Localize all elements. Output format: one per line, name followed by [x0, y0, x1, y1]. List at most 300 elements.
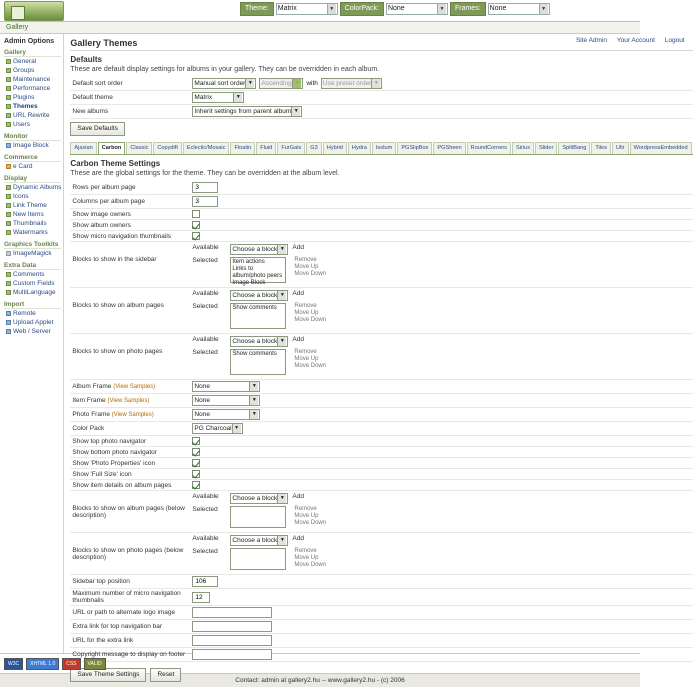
- chevron-down-icon: ▼: [277, 536, 286, 545]
- tab-siriux[interactable]: Siriux: [512, 142, 534, 154]
- gallery-logo: [4, 1, 64, 21]
- icons-icon: [6, 194, 11, 199]
- chevron-down-icon: ▼: [291, 107, 300, 116]
- sidebar-item-label: Image Block: [13, 141, 49, 149]
- sidebar-item-label: ImageMagick: [13, 249, 52, 257]
- chevron-down-icon: ▼: [292, 79, 301, 88]
- sidebar-item-label: Custom Fields: [13, 279, 55, 287]
- available-label: Available: [192, 493, 219, 500]
- show-bottom-photo-navigator-label: Show bottom photo navigator: [72, 448, 157, 456]
- link-logout[interactable]: Logout: [664, 37, 685, 44]
- available-value: Choose a block: [232, 246, 278, 253]
- sidebar-item-icons[interactable]: [4, 192, 61, 201]
- default-sort-order-select[interactable]: [192, 78, 256, 89]
- selected-label: Selected: [192, 303, 218, 310]
- blocks-photo-available-select[interactable]: [230, 336, 288, 347]
- move-down-button[interactable]: Move Down: [294, 520, 327, 526]
- show-full-size-icon-label: Show 'Full Size' icon: [72, 470, 132, 478]
- show-image-owners-checkbox[interactable]: [192, 210, 200, 218]
- show-micro-nav-checkbox[interactable]: [192, 232, 200, 240]
- reset-button[interactable]: Reset: [150, 668, 181, 682]
- color-pack-select[interactable]: [192, 423, 242, 434]
- chevron-down-icon: ▼: [277, 494, 286, 503]
- sidebar-group-graphics-toolkits: Graphics Toolkits: [4, 241, 61, 249]
- extra-link-url-label: URL for the extra link: [72, 637, 134, 644]
- move-up-button[interactable]: Move Up: [294, 310, 319, 316]
- chevron-down-icon: ▼: [249, 382, 258, 391]
- default-theme-select[interactable]: [192, 92, 244, 103]
- gear-icon: [6, 59, 11, 64]
- tab-ultr[interactable]: Ultr: [612, 142, 629, 154]
- colorpack-selector-label: ColorPack:: [340, 2, 384, 16]
- show-album-owners-checkbox[interactable]: [192, 221, 200, 229]
- sidebar-item-label: Themes: [13, 102, 38, 110]
- web-icon: [6, 329, 11, 334]
- link-site-admin[interactable]: Site Admin: [575, 37, 608, 44]
- blocks-sidebar-add-button[interactable]: Add: [292, 244, 304, 251]
- tab-slider[interactable]: Slider: [535, 142, 557, 154]
- max-micro-thumbs-label: Maximum number of micro navigation thumbnails: [72, 590, 181, 604]
- new-albums-row: [70, 105, 692, 119]
- default-sort-order-row: [70, 77, 692, 91]
- sidebar-item-label: Watermarks: [13, 228, 48, 236]
- copyright-message-row: [70, 648, 692, 662]
- link-theme-icon: [6, 203, 11, 208]
- blocks-album-actions: [290, 303, 326, 324]
- blocks-album-pages-label: Blocks to show on album pages: [72, 302, 164, 309]
- album-frame-row: [70, 380, 692, 394]
- defaults-description: These are default display settings for albums in your gallery. They can be overridden in each album.: [70, 66, 380, 73]
- max-micro-thumbs-row: [70, 589, 692, 606]
- sidebar-item-label: Upload Applet: [13, 318, 54, 326]
- user-icon: [6, 122, 11, 127]
- remove-button[interactable]: Remove: [294, 303, 317, 309]
- chevron-down-icon: ▼: [277, 245, 286, 254]
- show-micro-nav-row: [70, 231, 692, 242]
- extra-link-url-row: [70, 634, 692, 648]
- colorpack-selector[interactable]: [386, 3, 448, 15]
- photo-frame-view-samples-link[interactable]: (View Samples): [111, 412, 154, 418]
- tab-g3[interactable]: G3: [306, 142, 321, 154]
- rows-per-page-row: [70, 181, 692, 195]
- list-item[interactable]: Show comments: [232, 351, 277, 357]
- link-your-account[interactable]: Your Account: [616, 37, 655, 44]
- item-frame-view-samples-link[interactable]: (View Samples): [107, 398, 150, 404]
- sidebar-item-ecard[interactable]: [4, 162, 61, 171]
- album-icon: [6, 185, 11, 190]
- alt-logo-url-row: [70, 606, 692, 620]
- alt-logo-url-input[interactable]: [192, 607, 272, 618]
- item-frame-value: None: [194, 397, 210, 404]
- item-frame-row: [70, 394, 692, 408]
- tab-isolum[interactable]: Isolum: [372, 142, 396, 154]
- sidebar-item-label: Remote: [13, 309, 36, 317]
- show-image-owners-row: [70, 209, 692, 220]
- field-icon: [6, 281, 11, 286]
- item-frame-label: [70, 397, 192, 404]
- show-photo-properties-icon-label: Show 'Photo Properties' icon: [72, 459, 156, 467]
- move-up-button[interactable]: Move Up: [294, 264, 319, 270]
- sidebar-item-comments[interactable]: [4, 270, 61, 279]
- move-down-button[interactable]: Move Down: [294, 562, 327, 568]
- selected-label: Selected: [192, 506, 218, 513]
- sidebar-item-maintenance[interactable]: [4, 75, 61, 84]
- blocks-photo-pages-label: Blocks to show on photo pages: [72, 348, 163, 355]
- sidebar-item-remote[interactable]: [4, 309, 61, 318]
- blocks-album-available-select[interactable]: [230, 290, 288, 301]
- image-icon: [6, 143, 11, 148]
- new-albums-value: Inherit settings from parent album: [194, 108, 292, 115]
- sidebar: [0, 34, 64, 653]
- chevron-down-icon: ▼: [327, 4, 336, 14]
- alt-logo-url-label: URL or path to alternate logo image: [72, 609, 176, 616]
- sidebar-item-multilanguage[interactable]: [4, 288, 61, 297]
- album-frame-select[interactable]: [192, 381, 260, 392]
- sidebar-item-label: URL Rewrite: [13, 111, 50, 119]
- top-theme-controls: [240, 2, 550, 16]
- tab-roundcorners[interactable]: RoundCorners: [467, 142, 511, 154]
- sort-with-label: with: [306, 80, 318, 87]
- w3c-badge[interactable]: W3C: [4, 658, 23, 670]
- sidebar-item-image-block[interactable]: [4, 141, 61, 150]
- blocks-album-below-add-button[interactable]: Add: [292, 493, 304, 500]
- new-albums-select[interactable]: [192, 106, 302, 117]
- sidebar-title: Admin Options: [4, 38, 55, 45]
- sidebar-item-custom-fields[interactable]: [4, 279, 61, 288]
- photo-frame-label: [70, 411, 192, 418]
- sidebar-item-users[interactable]: [4, 120, 61, 129]
- remote-icon: [6, 311, 11, 316]
- sidebar-item-label: Groups: [13, 66, 35, 74]
- available-value: Choose a block: [232, 495, 278, 502]
- columns-per-page-label: Columns per album page: [72, 198, 146, 205]
- default-theme-value: Matrix: [194, 94, 213, 101]
- blocks-album-below-available-select[interactable]: [230, 493, 288, 504]
- blocks-album-add-button[interactable]: Add: [292, 290, 304, 297]
- blocks-photo-add-button[interactable]: Add: [292, 336, 304, 343]
- frames-selector-value: None: [489, 5, 507, 12]
- sidebar-item-label: Comments: [13, 270, 45, 278]
- max-micro-thumbs-input[interactable]: [192, 592, 210, 603]
- watermark-icon: [6, 230, 11, 235]
- blocks-album-below-selected-list[interactable]: [230, 506, 286, 528]
- blocks-photo-below-selected-list[interactable]: [230, 548, 286, 570]
- show-bottom-photo-navigator-checkbox[interactable]: [192, 448, 200, 456]
- sidebar-item-new-items[interactable]: [4, 210, 61, 219]
- chevron-down-icon: ▼: [245, 79, 254, 88]
- remove-button[interactable]: Remove: [294, 506, 317, 512]
- available-label: Available: [192, 535, 219, 542]
- colorpack-selector-value: None: [387, 5, 405, 12]
- show-top-photo-navigator-checkbox[interactable]: [192, 437, 200, 445]
- sort-preset-select[interactable]: [321, 78, 382, 89]
- rows-per-page-label: Rows per album page: [72, 184, 136, 191]
- chevron-down-icon: ▼: [232, 424, 241, 433]
- tab-floatin[interactable]: Floatin: [230, 142, 255, 154]
- tab-ajaxian[interactable]: Ajaxian: [70, 142, 96, 154]
- link-icon: [6, 113, 11, 118]
- card-icon: [6, 164, 11, 169]
- sidebar-item-label: New Items: [13, 210, 44, 218]
- list-item[interactable]: Show comments: [232, 305, 277, 311]
- tab-eclectic-mosaic[interactable]: Eclectic/Mosaic: [183, 142, 230, 154]
- blocks-sidebar-actions: [290, 257, 326, 278]
- copyright-message-input[interactable]: [192, 649, 272, 660]
- sidebar-group-extra-data: Extra Data: [4, 262, 61, 270]
- breadcrumb-gallery[interactable]: Gallery: [6, 24, 29, 31]
- item-frame-select[interactable]: [192, 395, 260, 406]
- sidebar-group-import: Import: [4, 301, 61, 309]
- sidebar-group-display: Display: [4, 175, 61, 183]
- sidebar-item-performance[interactable]: [4, 84, 61, 93]
- album-frame-view-samples-link[interactable]: (View Samples): [113, 384, 156, 390]
- show-full-size-icon-row: [70, 469, 692, 480]
- show-top-photo-navigator-row: [70, 436, 692, 447]
- applet-icon: [6, 320, 11, 325]
- blocks-sidebar-selected-list[interactable]: [230, 257, 286, 286]
- blocks-album-below-actions: [290, 506, 326, 527]
- blocks-sidebar-label: Blocks to show in the sidebar: [72, 256, 157, 263]
- page-title: Gallery Themes: [70, 38, 692, 51]
- extra-nav-link-row: [70, 620, 692, 634]
- show-micro-nav-label: Show micro navigation thumbnails: [72, 232, 172, 240]
- sidebar-item-plugins[interactable]: [4, 93, 61, 102]
- sidebar-item-upload-applet[interactable]: [4, 318, 61, 327]
- sidebar-item-imagemagick[interactable]: [4, 249, 61, 258]
- tab-copydift[interactable]: Copydift: [153, 142, 182, 154]
- sort-direction-value: Ascending: [261, 80, 292, 87]
- frames-selector-label: Frames:: [450, 2, 486, 16]
- extra-nav-link-input[interactable]: [192, 621, 272, 632]
- frames-selector[interactable]: [488, 3, 550, 15]
- sidebar-item-label: Users: [13, 120, 30, 128]
- tab-carbon[interactable]: Carbon: [98, 142, 126, 154]
- columns-per-page-row: [70, 195, 692, 209]
- sidebar-item-label: e Card: [13, 162, 33, 170]
- blocks-photo-below-actions: [290, 548, 326, 569]
- sidebar-item-themes[interactable]: [4, 102, 61, 111]
- sidebar-item-label: Plugins: [13, 93, 35, 101]
- sidebar-item-label: Thumbnails: [13, 219, 47, 227]
- tab-hydra[interactable]: Hydra: [348, 142, 371, 154]
- selected-label: Selected: [192, 548, 218, 555]
- sort-direction-select[interactable]: [259, 78, 303, 89]
- breadcrumb[interactable]: [0, 22, 640, 34]
- theme-selector-label: Theme:: [240, 2, 274, 16]
- blocks-photo-below-add-button[interactable]: Add: [292, 535, 304, 542]
- sidebar-item-watermarks[interactable]: [4, 228, 61, 237]
- rows-per-page-input[interactable]: [192, 182, 218, 193]
- album-frame-text: Album Frame: [72, 383, 112, 390]
- wrench-icon: [6, 77, 11, 82]
- theme-settings-description: These are the global settings for the theme. They can be overridden at the album level.: [70, 170, 340, 177]
- item-frame-text: Item Frame: [72, 397, 106, 404]
- sidebar-item-label: MultiLanguage: [13, 288, 56, 296]
- blocks-photo-pages-row: [70, 334, 692, 380]
- extra-link-url-input[interactable]: [192, 635, 272, 646]
- blocks-album-selected-list[interactable]: [230, 303, 286, 329]
- photo-frame-row: [70, 408, 692, 422]
- sidebar-item-label: Maintenance: [13, 75, 51, 83]
- new-albums-label: New albums: [72, 108, 109, 115]
- chevron-down-icon: ▼: [371, 79, 380, 88]
- chevron-down-icon: ▼: [539, 4, 548, 14]
- theme-selector-value: Matrix: [277, 5, 297, 12]
- xhtml-badge[interactable]: XHTML 1.0: [26, 658, 59, 670]
- sidebar-item-groups[interactable]: [4, 66, 61, 75]
- photo-frame-value: None: [194, 411, 210, 418]
- extra-nav-link-label: Extra link for top navigation bar: [72, 623, 163, 630]
- show-item-details-label: Show item details on album pages: [72, 481, 172, 489]
- copyright-message-label: Copyright message to display on footer: [72, 651, 186, 658]
- list-item[interactable]: Image Block: [232, 280, 266, 286]
- color-pack-value: PG Charcoal: [194, 425, 232, 432]
- save-theme-settings-button[interactable]: Save Theme Settings: [70, 668, 146, 682]
- defaults-heading: Defaults: [70, 55, 102, 64]
- remove-button[interactable]: Remove: [294, 349, 317, 355]
- remove-button[interactable]: Remove: [294, 548, 317, 554]
- sidebar-top-position-input[interactable]: [192, 576, 218, 587]
- sidebar-item-web-server[interactable]: [4, 327, 61, 336]
- chevron-down-icon: ▼: [277, 337, 286, 346]
- show-album-owners-label: Show album owners: [72, 221, 131, 229]
- sidebar-top-position-label: Sidebar top position: [72, 578, 130, 585]
- chevron-down-icon: ▼: [249, 396, 258, 405]
- move-down-button[interactable]: Move Down: [294, 317, 327, 323]
- blocks-photo-below-label: Blocks to show on photo pages (below description): [72, 547, 184, 561]
- photo-frame-text: Photo Frame: [72, 411, 110, 418]
- theme-icon: [6, 104, 11, 109]
- show-bottom-photo-navigator-row: [70, 447, 692, 458]
- chevron-down-icon: ▼: [277, 291, 286, 300]
- default-theme-label: Default theme: [72, 94, 113, 101]
- available-label: Available: [192, 290, 219, 297]
- sidebar-item-url-rewrite[interactable]: [4, 111, 61, 120]
- remove-button[interactable]: Remove: [294, 257, 317, 263]
- album-frame-value: None: [194, 383, 210, 390]
- available-label: Available: [192, 244, 219, 251]
- tab-hybrid[interactable]: Hybrid: [323, 142, 347, 154]
- top-toolbar: [0, 0, 640, 22]
- color-pack-label: Color Pack: [72, 425, 105, 432]
- tab-wordpressembedded[interactable]: WordpressEmbedded: [630, 142, 692, 154]
- theme-tabs: [70, 142, 692, 155]
- sidebar-group-commerce: Commerce: [4, 154, 61, 162]
- sidebar-item-label: Performance: [13, 84, 51, 92]
- move-up-button[interactable]: Move Up: [294, 555, 319, 561]
- tab-pgslipbox[interactable]: PGSlipBox: [397, 142, 432, 154]
- selected-label: Selected: [192, 257, 218, 264]
- available-value: Choose a block: [232, 537, 278, 544]
- sort-preset-value: Use preset order: [322, 80, 372, 87]
- sidebar-item-dynamic-albums[interactable]: [4, 183, 61, 192]
- chevron-down-icon: ▼: [249, 410, 258, 419]
- blocks-sidebar-row: [70, 242, 692, 288]
- available-value: Choose a block: [232, 292, 278, 299]
- admin-links: [568, 37, 685, 44]
- default-theme-row: [70, 91, 692, 105]
- tab-fluid[interactable]: Fluid: [256, 142, 276, 154]
- group-icon: [6, 68, 11, 73]
- theme-selector[interactable]: [276, 3, 338, 15]
- chevron-down-icon: ▼: [437, 4, 446, 14]
- show-item-details-checkbox[interactable]: [192, 481, 200, 489]
- list-item[interactable]: Item actions: [232, 259, 265, 265]
- tab-tiles[interactable]: Tiles: [591, 142, 611, 154]
- sidebar-item-label: Icons: [13, 192, 29, 200]
- chevron-down-icon: ▼: [233, 93, 242, 102]
- tab-splitbang[interactable]: SplitBang: [558, 142, 590, 154]
- plugin-icon: [6, 95, 11, 100]
- move-down-button[interactable]: Move Down: [294, 271, 327, 277]
- blocks-album-below-label: Blocks to show on album pages (below description): [72, 505, 185, 519]
- sidebar-item-link-theme[interactable]: [4, 201, 61, 210]
- footer-copyright: Contact: admin at gallery2.hu -- www.gallery2.hu - (c) 2006: [0, 673, 640, 687]
- speed-icon: [6, 86, 11, 91]
- new-icon: [6, 212, 11, 217]
- columns-per-page-input[interactable]: [192, 196, 218, 207]
- show-item-details-row: [70, 480, 692, 491]
- css-badge[interactable]: CSS: [62, 658, 80, 670]
- sidebar-item-label: Web / Server: [13, 327, 51, 335]
- sidebar-item-general[interactable]: [4, 57, 61, 66]
- valid-badge[interactable]: VALID: [84, 658, 106, 670]
- show-photo-properties-icon-row: [70, 458, 692, 469]
- color-pack-row: [70, 422, 692, 436]
- available-value: Choose a block: [232, 338, 278, 345]
- sidebar-item-label: Link Theme: [13, 201, 47, 209]
- thumb-icon: [6, 221, 11, 226]
- magick-icon: [6, 251, 11, 256]
- default-sort-order-label: Default sort order: [72, 80, 123, 87]
- photo-frame-select[interactable]: [192, 409, 260, 420]
- tab-pgsheen[interactable]: PGSheen: [433, 142, 465, 154]
- move-up-button[interactable]: Move Up: [294, 356, 319, 362]
- show-top-photo-navigator-label: Show top photo navigator: [72, 437, 147, 445]
- sidebar-item-label: Dynamic Albums: [13, 183, 62, 191]
- sidebar-top-position-row: [70, 575, 692, 589]
- selected-label: Selected: [192, 349, 218, 356]
- default-sort-order-value: Manual sort order: [194, 80, 246, 87]
- move-down-button[interactable]: Move Down: [294, 363, 327, 369]
- show-image-owners-label: Show image owners: [72, 210, 131, 218]
- save-defaults-button[interactable]: Save Defaults: [70, 122, 124, 136]
- lang-icon: [6, 290, 11, 295]
- tab-furgals[interactable]: FurGals: [277, 142, 305, 154]
- show-album-owners-row: [70, 220, 692, 231]
- show-full-size-icon-checkbox[interactable]: [192, 470, 200, 478]
- tab-classic[interactable]: Classic: [126, 142, 152, 154]
- blocks-album-pages-row: [70, 288, 692, 334]
- available-label: Available: [192, 336, 219, 343]
- blocks-photo-below-available-select[interactable]: [230, 535, 288, 546]
- comment-icon: [6, 272, 11, 277]
- blocks-photo-selected-list[interactable]: [230, 349, 286, 375]
- blocks-photo-actions: [290, 349, 326, 370]
- album-frame-label: [70, 383, 192, 390]
- sidebar-item-label: General: [13, 57, 37, 65]
- sidebar-group-gallery: Gallery: [4, 49, 61, 57]
- blocks-photo-below-row: [70, 533, 692, 575]
- sidebar-group-monitor: Monitor: [4, 133, 61, 141]
- blocks-sidebar-available-select[interactable]: [230, 244, 288, 255]
- list-item[interactable]: Links to album/photo peers: [232, 266, 283, 279]
- blocks-album-below-row: [70, 491, 692, 533]
- sidebar-item-thumbnails[interactable]: [4, 219, 61, 228]
- show-photo-properties-icon-checkbox[interactable]: [192, 459, 200, 467]
- move-up-button[interactable]: Move Up: [294, 513, 319, 519]
- theme-settings-heading: Carbon Theme Settings: [70, 159, 161, 168]
